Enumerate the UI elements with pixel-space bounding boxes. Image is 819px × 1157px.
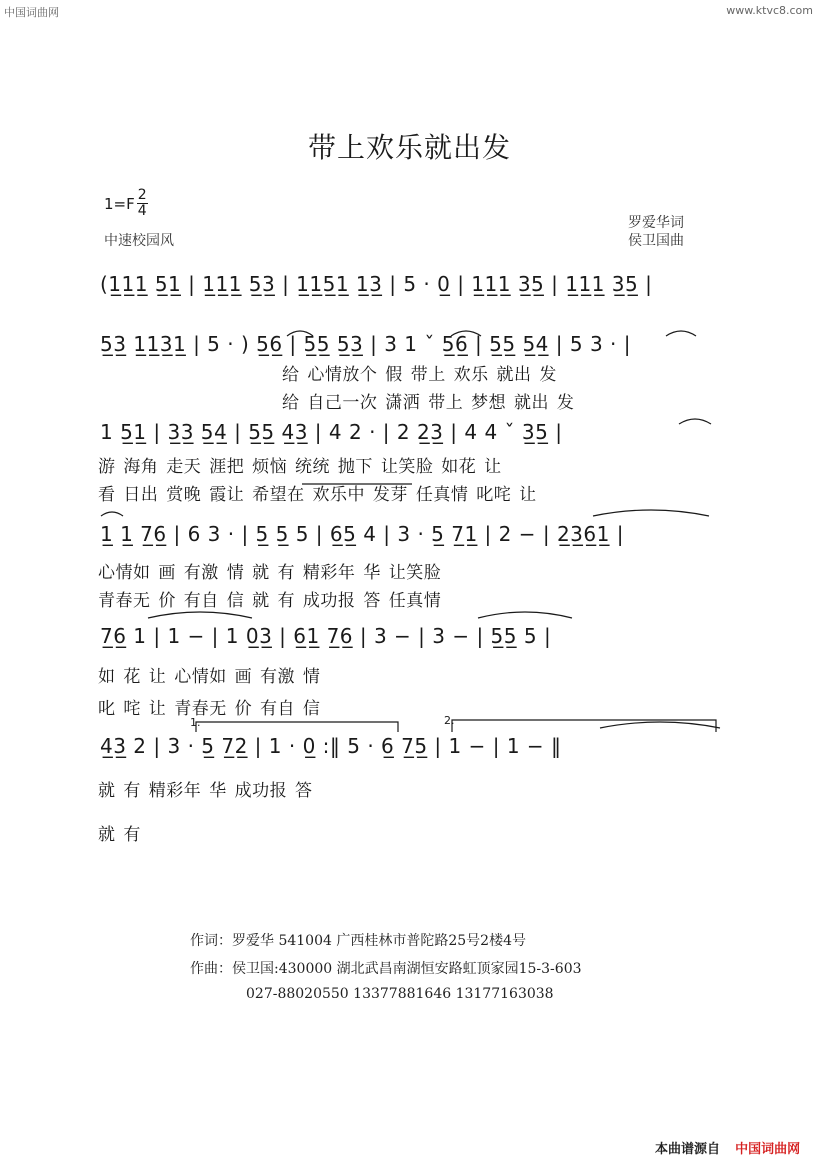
- slur-mark: [666, 331, 696, 336]
- time-top: 2: [137, 187, 147, 203]
- footer-lyricist-address: 作词：罗爱华 541004 广西桂林市普陀路25号2楼4号: [190, 933, 526, 949]
- source-badge-brand: 中国词曲网: [735, 1142, 801, 1157]
- slur-mark: [101, 512, 123, 516]
- time-bottom: 4: [137, 203, 147, 219]
- key-label: 1=F: [104, 194, 135, 213]
- staff-line-2: 5̲3̲ 1̲1̲3̲1̲ | 5 · ) 5̲6̲ | 5̲5̲ 5̲3̲ | 3 1 ˇ 5̲6̲ | 5̲5̲ 5̲4̲ | 5 3 · |: [100, 332, 631, 356]
- lyric-line-5b: 叱 咤 让 青春无 价 有自 信: [98, 699, 321, 719]
- source-badge: [655, 1138, 800, 1157]
- time-signature: [137, 188, 148, 219]
- song-title: 带上欢乐就出发: [307, 131, 511, 164]
- lyric-line-2a: 给 心情放个 假 带上 欢乐 就出 发: [282, 365, 557, 385]
- source-badge-label: 本曲谱源自: [655, 1142, 721, 1157]
- slur-mark: [478, 612, 572, 618]
- composer-credit: 侯卫国曲: [628, 233, 684, 249]
- staff-line-4: 1̲ 1̲ 7̲6̲ | 6 3 · | 5̲ 5̲ 5 | 6̲5̲ 4 | 3 · 5̲ 7̲1̲ | 2 − | 2̲3̲6̲1̲ |: [100, 522, 624, 546]
- slur-mark: [600, 722, 720, 728]
- staff-line-6: 4̲3̲ 2 | 3 · 5̲ 7̲2̲ | 1 · 0̲ :‖ 5 · 6̲ 7̲5̲ | 1 − | 1 − ‖: [100, 734, 562, 758]
- volta-2-bracket: [452, 720, 716, 732]
- lyric-line-2b: 给 自己一次 潇洒 带上 梦想 就出 发: [282, 393, 575, 413]
- tempo-marking: 中速校园风: [104, 233, 174, 249]
- lyric-line-6a: 就 有 精彩年 华 成功报 答: [98, 781, 313, 801]
- staff-line-5: 7̲6̲ 1 | 1 − | 1 0̲3̲ | 6̲1̲ 7̲6̲ | 3 − | 3 − | 5̲5̲ 5 |: [100, 624, 552, 648]
- lyric-line-6b: 就 有: [98, 825, 141, 845]
- lyric-line-3a: 游 海角 走天 涯把 烦恼 统统 抛下 让笑脸 如花 让: [98, 457, 502, 477]
- lyric-line-3b: 看 日出 赏晚 霞让 希望在 欢乐中 发芽 任真情 叱咤 让: [98, 485, 537, 505]
- lyric-line-4b: 青春无 价 有自 信 就 有 成功报 答 任真情: [98, 591, 442, 611]
- footer-composer-address: 作曲：侯卫国:430000 湖北武昌南湖恒安路虹顶家园15-3-603: [190, 961, 582, 977]
- lyric-line-5a: 如 花 让 心情如 画 有激 情: [98, 667, 321, 687]
- volta-2-label: 2.: [444, 714, 455, 727]
- staff-line-1: (1̲1̲1̲ 5̲1̲ | 1̲1̲1̲ 5̲3̲ | 1̲1̲5̲1̲ 1̲3̲ | 5 · 0̲ | 1̲1̲1̲ 3̲5̲ | 1̲1̲1̲ 3̲5̲ |: [100, 272, 653, 296]
- slur-mark: [593, 510, 709, 516]
- lyricist-credit: 罗爱华词: [628, 215, 684, 231]
- lyric-line-4a: 心情如 画 有激 情 就 有 精彩年 华 让笑脸: [98, 563, 442, 583]
- key-signature: [104, 188, 148, 219]
- watermark-left: 中国词曲网: [4, 6, 59, 19]
- watermark-right: www.ktvc8.com: [726, 4, 813, 17]
- footer-phones: 027-88020550 13377881646 13177163038: [246, 986, 554, 1002]
- volta-1-bracket: [196, 722, 398, 732]
- staff-line-3: 1 5̲1̲ | 3̲3̲ 5̲4̲ | 5̲5̲ 4̲3̲ | 4 2 · | 2 2̲3̲ | 4 4 ˇ 3̲5̲ |: [100, 420, 563, 444]
- slur-mark: [148, 612, 252, 618]
- volta-1-label: 1.: [190, 716, 201, 729]
- slur-mark: [679, 419, 711, 424]
